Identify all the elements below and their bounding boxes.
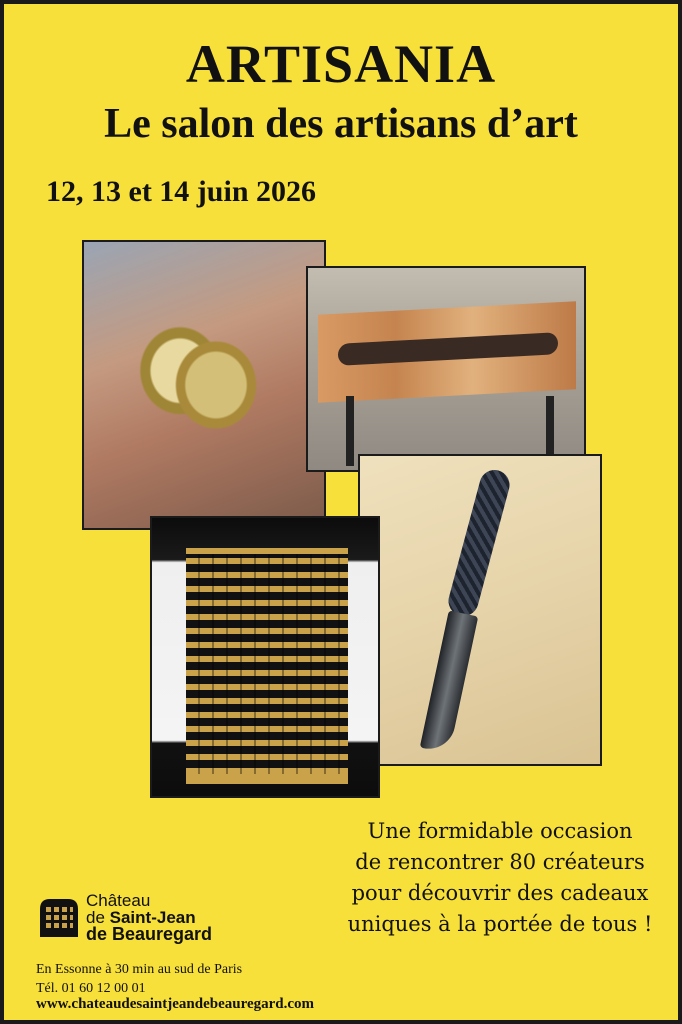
location-text: En Essonne à 30 min au sud de Paris — [36, 962, 243, 977]
wood-resin-table-photo — [306, 266, 586, 472]
website-link[interactable]: www.chateaudesaintjeandebeauregard.com — [36, 996, 315, 1012]
watchmaker-photo — [82, 240, 326, 530]
promo-line: Une formidable occasion — [367, 819, 633, 843]
logo-line-2-name: Saint-Jean — [109, 908, 196, 927]
promo-line: pour découvrir des cadeaux — [351, 881, 649, 905]
promo-text — [330, 816, 670, 940]
logo-line-1: Château — [86, 891, 151, 910]
contact-info — [36, 960, 242, 998]
knife-photo — [358, 454, 602, 766]
poster-subtitle: Le salon des artisans d’art — [104, 101, 578, 147]
event-dates: 12, 13 et 14 juin 2026 — [46, 175, 316, 208]
logo-line-2-prefix: de — [86, 908, 110, 927]
chateau-logo-text — [86, 892, 212, 943]
promo-line: de rencontrer 80 créateurs — [355, 850, 645, 874]
chateau-logo-icon — [36, 895, 82, 941]
chateau-logo — [36, 892, 212, 943]
logo-line-3: de Beauregard — [86, 924, 213, 944]
phone-text: Tél. 01 60 12 00 01 — [36, 981, 146, 996]
poster-title: ARTISANIA — [185, 34, 497, 94]
promo-line: uniques à la portée de tous ! — [347, 912, 653, 936]
beaded-bracelet-photo — [150, 516, 380, 798]
